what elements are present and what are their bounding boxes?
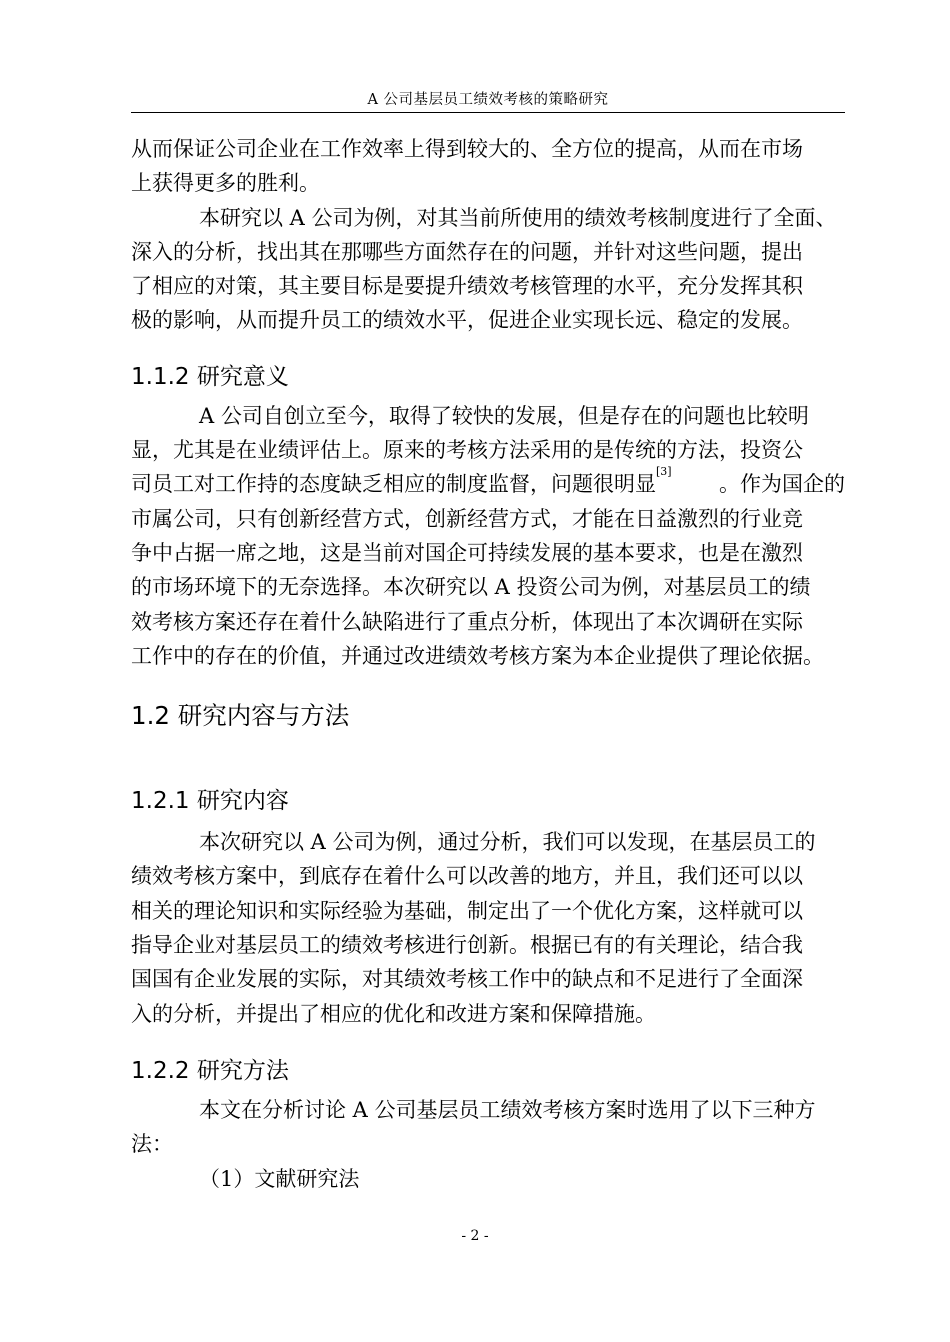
text-line: 本研究以 A 公司为例，对其当前所使用的绩效考核制度进行了全面、	[199, 205, 837, 230]
text-line: 相关的理论知识和实际经验为基础，制定出了一个优化方案，这样就可以	[131, 898, 803, 923]
text-line	[131, 467, 845, 501]
text-line: 极的影响，从而提升员工的绩效水平，促进企业实现长远、稳定的发展。	[131, 308, 803, 333]
text-line: 国国有企业发展的实际，对其绩效考核工作中的缺点和不足进行了全面深	[131, 967, 803, 992]
page-body	[131, 132, 845, 1196]
text-line: 入的分析，并提出了相应的优化和改进方案和保障措施。	[131, 1001, 656, 1026]
paragraph	[131, 1093, 845, 1162]
list-item: （1）文献研究法	[199, 1166, 360, 1191]
text-line: 绩效考核方案中，到底存在着什么可以改善的地方，并且，我们还可以以	[131, 864, 803, 889]
text-line: 指导企业对基层员工的绩效考核进行创新。根据已有的有关理论，结合我	[131, 933, 803, 958]
page-number: - 2 -	[461, 1228, 489, 1244]
paragraph	[131, 132, 845, 201]
citation-ref[interactable]: [3]	[656, 465, 672, 479]
text-line: A 公司自创立至今，取得了较快的发展，但是存在的问题也比较明	[199, 403, 809, 428]
text-segment: 。作为国企的	[719, 472, 845, 497]
text-line: 工作中的存在的价值，并通过改进绩效考核方案为本企业提供了理论依据。	[131, 643, 824, 668]
text-line: 上获得更多的胜利。	[131, 171, 320, 196]
text-line: 效考核方案还存在着什么缺陷进行了重点分析，体现出了本次调研在实际	[131, 609, 803, 634]
text-line: 市属公司，只有创新经营方式，创新经营方式，才能在日益激烈的行业竞	[131, 506, 803, 531]
header-rule	[131, 112, 845, 113]
section-heading-1-2: 1.2 研究内容与方法	[131, 701, 350, 731]
text-line: 了相应的对策，其主要目标是要提升绩效考核管理的水平，充分发挥其积	[131, 274, 803, 299]
section-heading-1-1-2: 1.1.2 研究意义	[131, 363, 289, 390]
paragraph	[131, 399, 845, 673]
text-line: 深入的分析，找出其在那哪些方面然存在的问题，并针对这些问题，提出	[131, 239, 803, 264]
text-segment: 司员工对工作持的态度缺乏相应的制度监督，问题很明显[3]	[131, 465, 672, 497]
text-line: 本文在分析讨论 A 公司基层员工绩效考核方案时选用了以下三种方	[199, 1097, 816, 1122]
running-header: A 公司基层员工绩效考核的策略研究	[367, 92, 609, 108]
text-line: 争中占据一席之地，这是当前对国企可持续发展的基本要求，也是在激烈	[131, 540, 803, 565]
text-line: 从而保证公司企业在工作效率上得到较大的、全方位的提高，从而在市场	[131, 137, 803, 161]
text-line: 显，尤其是在业绩评估上。原来的考核方法采用的是传统的方法，投资公	[131, 438, 803, 463]
section-heading-1-2-1: 1.2.1 研究内容	[131, 788, 289, 815]
text-line: 法：	[131, 1132, 173, 1157]
section-heading-1-2-2: 1.2.2 研究方法	[131, 1057, 289, 1084]
paragraph	[131, 201, 845, 338]
text-line: 本次研究以 A 公司为例，通过分析，我们可以发现，在基层员工的	[199, 830, 816, 855]
paragraph	[131, 825, 845, 1031]
text-line: 的市场环境下的无奈选择。本次研究以 A 投资公司为例，对基层员工的绩	[131, 575, 811, 600]
